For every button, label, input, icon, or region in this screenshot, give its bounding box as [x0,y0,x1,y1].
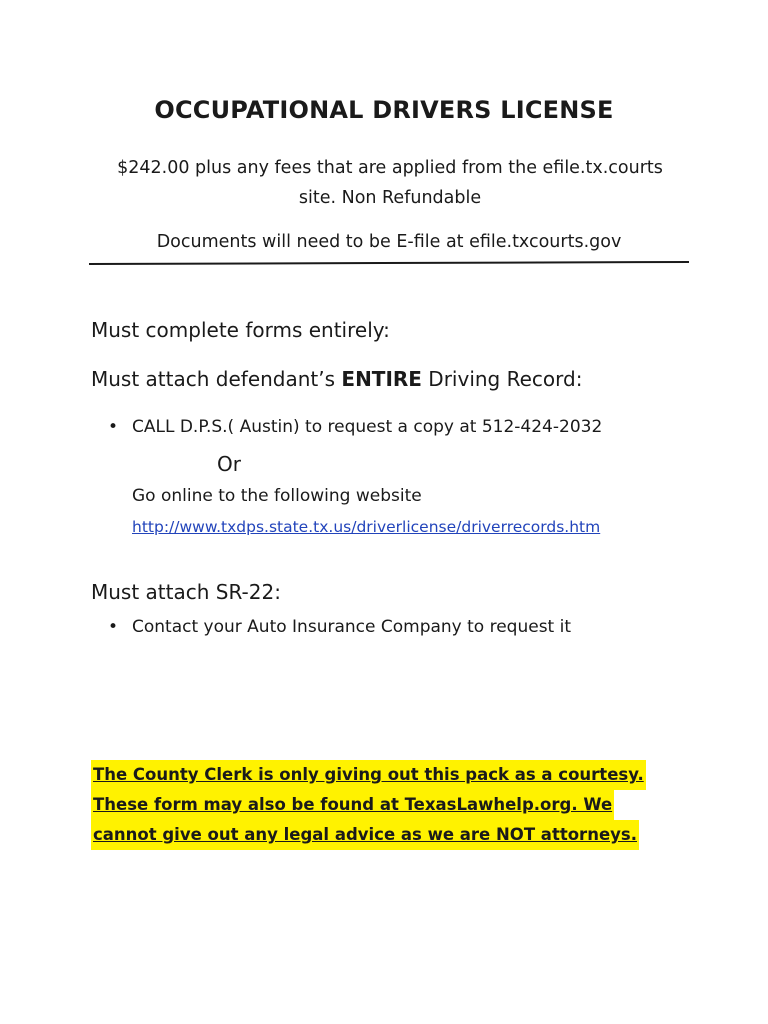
notice-line-1: The County Clerk is only giving out this pack as a courtesy. [91,760,646,790]
document-title: OCCUPATIONAL DRIVERS LICENSE [154,96,614,124]
driving-record-emphasis: ENTIRE [341,367,422,391]
section-complete-forms: Must complete forms entirely: [91,318,390,342]
fee-line-2: site. Non Refundable [298,188,482,208]
fee-line-1: $242.00 plus any fees that are applied from the efile.tx.courts [117,158,663,178]
dps-call-instruction: CALL D.P.S.( Austin) to request a copy at 512-424-2032 [132,417,603,437]
bullet-icon: • [108,417,119,437]
driving-record-prefix: Must attach defendant’s [91,367,342,391]
notice-line-3: cannot give out any legal advice as we are NOT attorneys. [91,820,639,850]
driving-record-suffix: Driving Record: [421,367,583,391]
section-sr22: Must attach SR-22: [91,580,281,604]
or-separator: Or [217,452,241,476]
driver-records-link[interactable]: http://www.txdps.state.tx.us/driverlicense/driverrecords.htm [132,518,601,536]
sr22-instruction: Contact your Auto Insurance Company to request it [132,617,572,637]
courtesy-notice [91,760,646,850]
efile-note: Documents will need to be E-file at efile.txcourts.gov [156,232,622,252]
online-instruction: Go online to the following website [132,486,422,506]
bullet-icon: • [108,617,119,637]
section-driving-record [91,367,582,391]
notice-line-2: These form may also be found at TexasLawhelp.org. We [91,790,614,820]
fee-description [90,153,690,213]
divider-line [89,261,689,265]
